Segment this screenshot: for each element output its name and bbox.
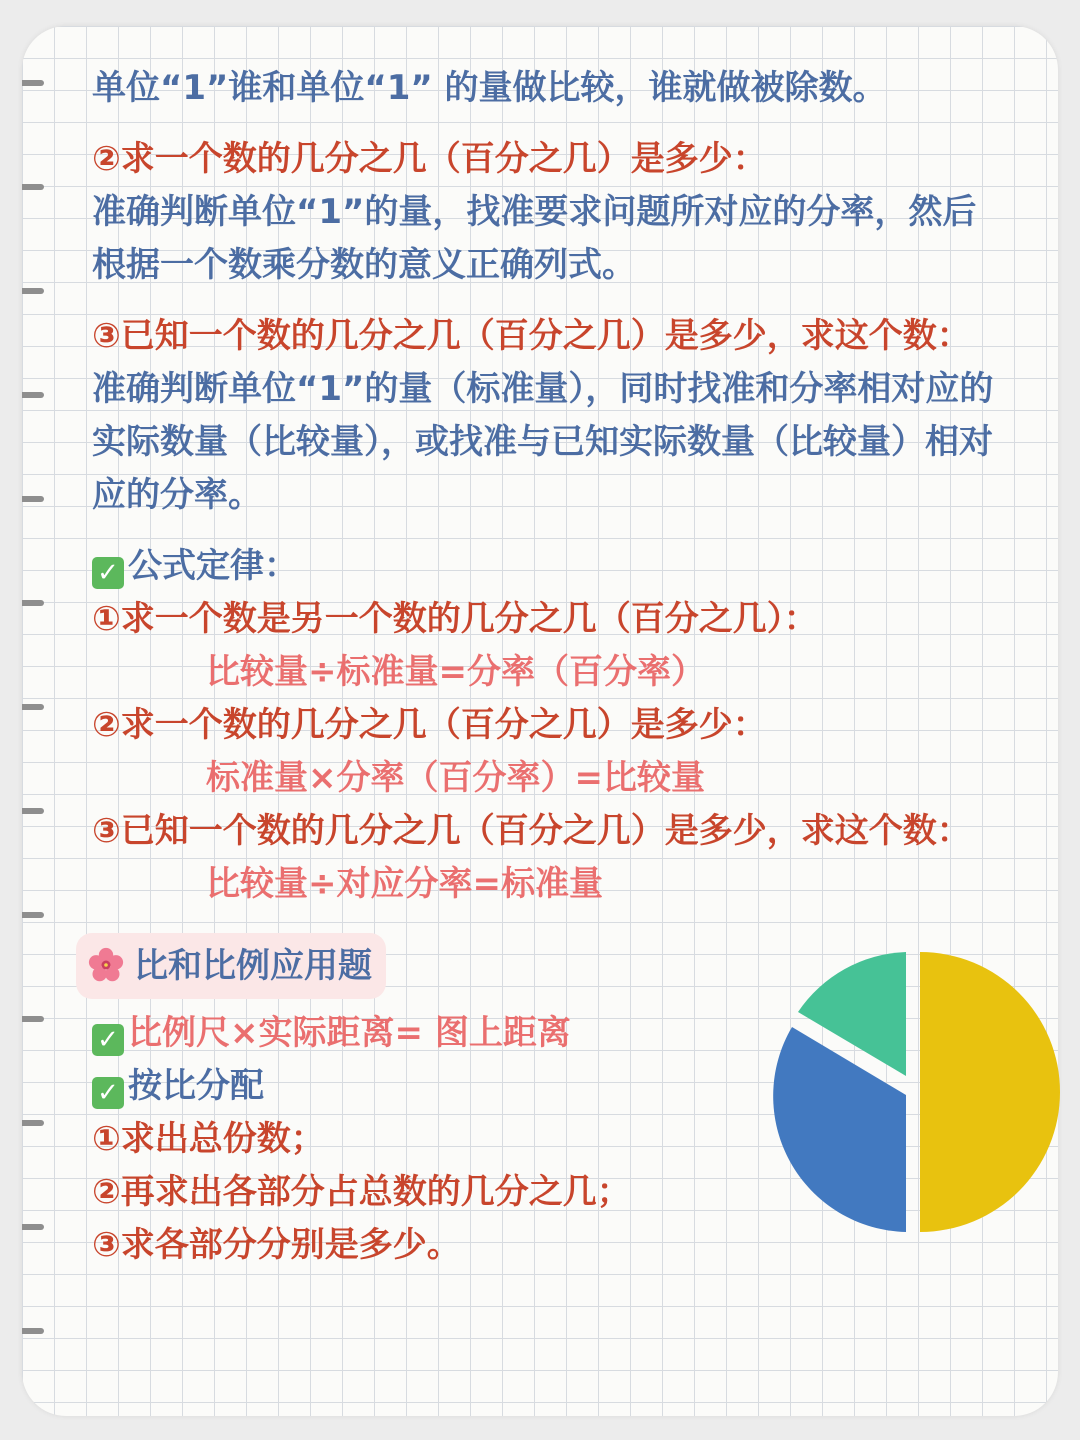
method3-body: 准确判断单位“1”的量（标准量），同时找准和分率相对应的实际数量（比较量），或找准与已知实际数量（比较量）相对应的分率。 (92, 369, 994, 515)
ratio-section-title: 比和比例应用题 (134, 946, 372, 986)
step-1: ①求出总份数； (92, 1119, 325, 1159)
binder-ring (22, 496, 44, 502)
binder-ring (22, 1328, 44, 1334)
formula-title-1: ①求一个数是另一个数的几分之几（百分之几）： (92, 599, 818, 639)
formula-title-3: ③已知一个数的几分之几（百分之几）是多少，求这个数： (92, 811, 971, 851)
formula-header-label: 公式定律： (128, 546, 298, 586)
step-3: ③求各部分分别是多少。 (92, 1225, 461, 1265)
hibiscus-icon (88, 947, 124, 983)
binder-ring (22, 1120, 44, 1126)
binder-ring (22, 912, 44, 918)
formula-3: 比较量÷对应分率=标准量 (206, 864, 603, 904)
pie-decoration-icon (764, 944, 1064, 1244)
binder-ring (22, 704, 44, 710)
check-box-icon: ✓ (92, 557, 124, 589)
pie-slice-yellow (920, 952, 1060, 1232)
binder-ring (22, 288, 44, 294)
binder-ring (22, 184, 44, 190)
method2-body: 准确判断单位“1”的量，找准要求问题所对应的分率，然后根据一个数乘分数的意义正确列式。 (92, 192, 977, 285)
formula-1: 比较量÷标准量=分率（百分率） (206, 652, 705, 692)
binder-ring (22, 1016, 44, 1022)
method2-title: ②求一个数的几分之几（百分之几）是多少： (92, 139, 767, 179)
check-box-icon: ✓ (92, 1077, 124, 1109)
ratio-section-heading (76, 933, 386, 999)
step-2: ②再求出各部分占总数的几分之几； (92, 1172, 631, 1212)
scale-rule-text: 比例尺×实际距离= 图上距离 (128, 1013, 571, 1053)
intro-line: 单位“1”谁和单位“1” 的量做比较，谁就做被除数。 (92, 68, 887, 108)
binder-ring (22, 808, 44, 814)
binder-ring (22, 600, 44, 606)
check-box-icon: ✓ (92, 1024, 124, 1056)
formula-title-2: ②求一个数的几分之几（百分之几）是多少： (92, 705, 767, 745)
method3-title: ③已知一个数的几分之几（百分之几）是多少，求这个数： (92, 316, 971, 356)
formula-2: 标准量×分率（百分率）=比较量 (206, 758, 705, 798)
binder-ring (22, 392, 44, 398)
formula-header (92, 540, 1002, 593)
binder-ring (22, 1224, 44, 1230)
distribute-header-text: 按比分配 (128, 1066, 264, 1106)
binder-ring (22, 80, 44, 86)
